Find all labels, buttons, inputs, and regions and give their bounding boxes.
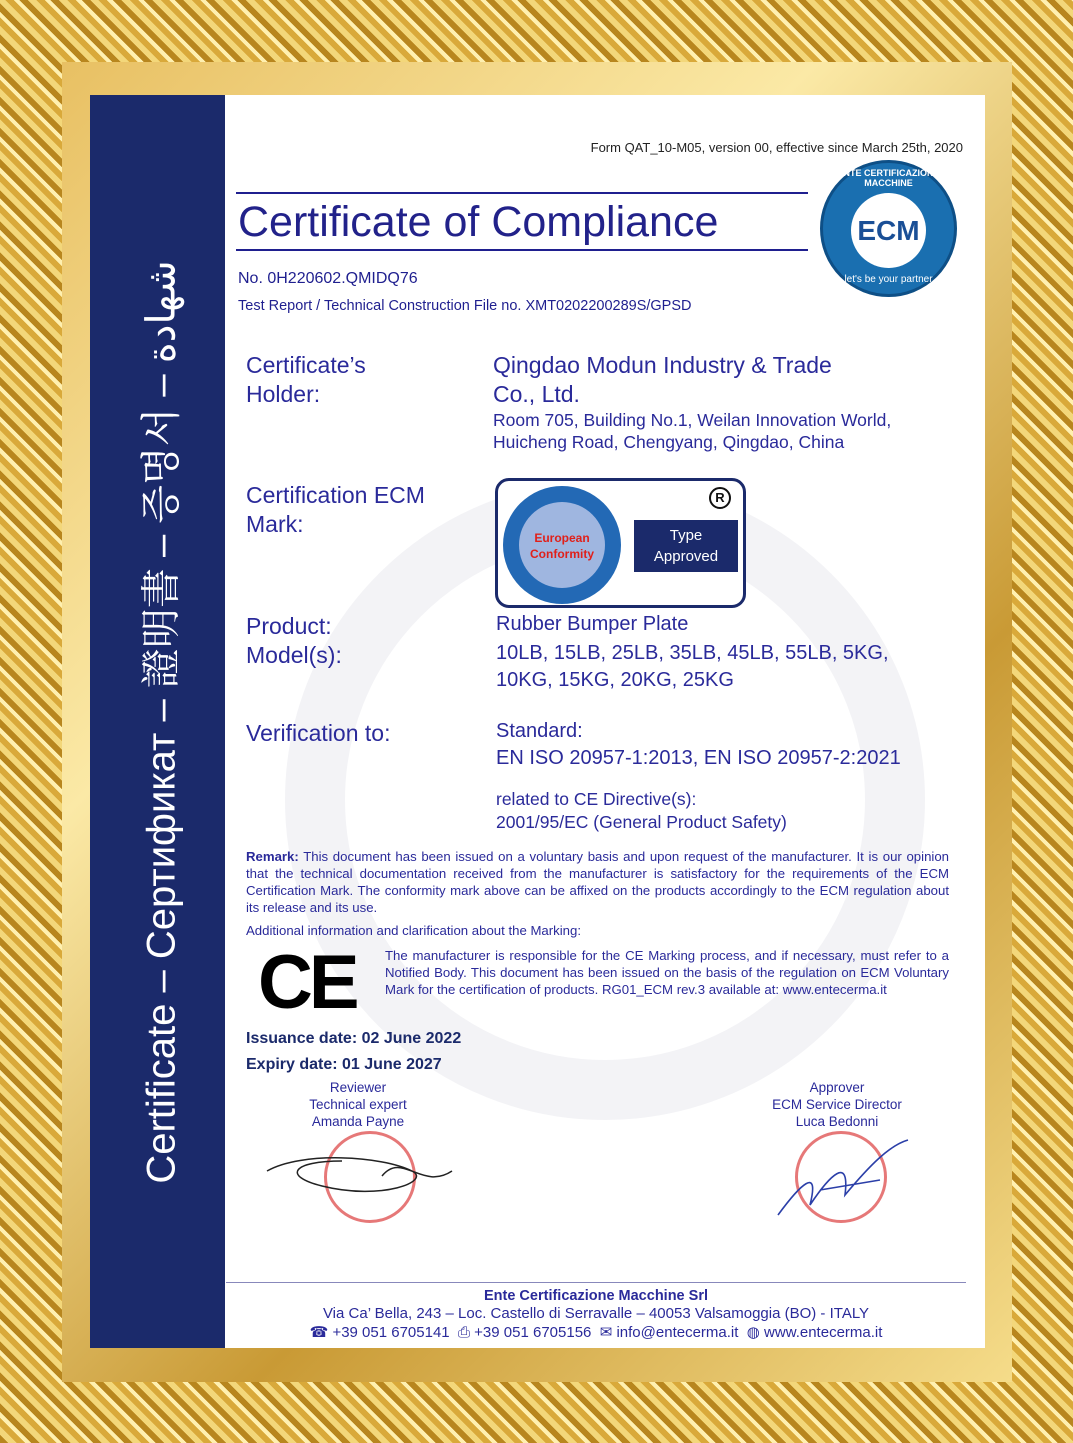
approver-title: ECM Service Director	[772, 1097, 902, 1112]
product-label	[246, 612, 342, 670]
footer-company: Ente Certificazione Macchine Srl	[483, 1288, 708, 1304]
ce-row	[246, 940, 949, 1025]
models-1: 10LB, 15LB, 25LB, 35LB, 45LB, 55LB, 5KG,	[496, 642, 889, 664]
globe-icon: ◍	[746, 1324, 760, 1341]
certificate-number: No. 0H220602.QMIDQ76	[238, 270, 418, 287]
directive-label: related to CE Directive(s):	[496, 789, 697, 809]
product-value	[496, 611, 889, 694]
holder-address-1: Room 705, Building No.1, Weilan Innovation World,	[493, 410, 892, 430]
fax-icon: ⎙	[457, 1324, 470, 1341]
additional-info: Additional information and clarification about the Marking:	[246, 923, 582, 938]
models-label: Model(s):	[246, 642, 342, 668]
lower-section	[246, 848, 949, 1229]
reviewer-signature	[262, 1141, 457, 1211]
email-icon: ✉	[599, 1324, 613, 1341]
footer-contacts	[226, 1324, 966, 1342]
ce-text: The manufacturer is responsible for the CE Marking process, and if necessary, must refer to a Notified Body. This document has been issued on the basis of the regulation on ECM Voluntary Mark for the certification of products. RG01_ECM rev.3 available at: www.entecerma.it	[385, 948, 949, 997]
reviewer-role: Reviewer	[329, 1080, 387, 1095]
reviewer-name: Amanda Payne	[311, 1114, 405, 1129]
divider	[236, 192, 808, 194]
product-name: Rubber Bumper Plate	[496, 613, 689, 635]
ecm-logo-badge	[820, 160, 957, 297]
footer-website[interactable]: www.entecerma.it	[764, 1324, 883, 1341]
approver-signature	[770, 1135, 915, 1225]
sidebar-text: Certificate – Сертификат – 證明書 – 증명서 – شهادة	[139, 259, 183, 1184]
ecm-mark	[495, 478, 746, 608]
remark-text: This document has been issued on a voluntary basis and upon request of the manufacturer. It is our opinion that the technical documentation received from the manufacturer is satisfactory for the requirements of the ECM Certification Mark. The conformity mark above can be affixed on the products accordingly to the ECM regulation about its release and its use.	[246, 849, 949, 915]
holder-value	[493, 351, 891, 453]
sidebar-band	[90, 95, 225, 1348]
holder-name-2: Co., Ltd.	[493, 381, 580, 407]
holder-address-2: Huicheng Road, Chengyang, Qingdao, China	[493, 432, 845, 452]
footer-email[interactable]: info@entecerma.it	[616, 1324, 739, 1341]
divider	[236, 249, 808, 251]
reviewer-title: Technical expert	[309, 1097, 407, 1112]
footer-divider	[226, 1282, 966, 1283]
mark-label-2: Mark:	[246, 511, 304, 537]
holder-label-1: Certificate’s	[246, 352, 366, 378]
approver-name: Luca Bedonni	[795, 1114, 879, 1129]
page-title: Certificate of Compliance	[238, 198, 719, 246]
reviewer-block	[268, 1079, 448, 1130]
phone-icon: ☎	[309, 1324, 329, 1341]
badge-ring-bottom: let's be your partner	[844, 274, 933, 285]
standards: EN ISO 20957-1:2013, EN ISO 20957-2:2021	[496, 747, 901, 769]
signature-row	[246, 1079, 949, 1229]
mark-label	[246, 481, 425, 539]
registered-icon: R	[709, 487, 731, 509]
holder-name: Qingdao Modun Industry & Trade	[493, 352, 832, 378]
footer-fax: +39 051 6705156	[474, 1324, 592, 1341]
approver-role: Approver	[809, 1080, 865, 1095]
remark-label: Remark:	[246, 849, 299, 864]
type-text: Type	[669, 527, 703, 544]
holder-label	[246, 351, 366, 409]
models-2: 10KG, 15KG, 20KG, 25KG	[496, 669, 734, 691]
seal-text: European Conformity	[519, 502, 605, 588]
directive: 2001/95/EC (General Product Safety)	[496, 812, 787, 832]
approved-text: Approved	[653, 548, 719, 565]
issuance-date: Issuance date: 02 June 2022	[246, 1030, 462, 1047]
verification-value	[496, 718, 901, 834]
standard-label: Standard:	[496, 720, 583, 742]
badge-ring-top: ENTE CERTIFICAZIONE MACCHINE	[837, 168, 940, 188]
ce-mark-logo: CE	[258, 940, 356, 1025]
mark-label-1: Certification ECM	[246, 482, 425, 508]
expiry-date: Expiry date: 01 June 2027	[246, 1056, 442, 1073]
product-label-1: Product:	[246, 613, 332, 639]
badge-center: ECM	[851, 193, 926, 268]
type-approved-box	[634, 520, 738, 572]
remark	[246, 848, 949, 916]
approver-block	[747, 1079, 927, 1130]
footer-phone: +39 051 6705141	[332, 1324, 450, 1341]
test-report: Test Report / Technical Construction File no. XMT0202200289S/GPSD	[238, 298, 692, 314]
holder-label-2: Holder:	[246, 381, 321, 407]
european-conformity-seal	[503, 486, 621, 604]
form-reference: Form QAT_10-M05, version 00, effective since March 25th, 2020	[590, 140, 963, 155]
verification-label: Verification to:	[246, 720, 391, 746]
footer-address: Via Ca’ Bella, 243 – Loc. Castello di Serravalle – 40053 Valsamoggia (BO) - ITALY	[322, 1305, 870, 1322]
